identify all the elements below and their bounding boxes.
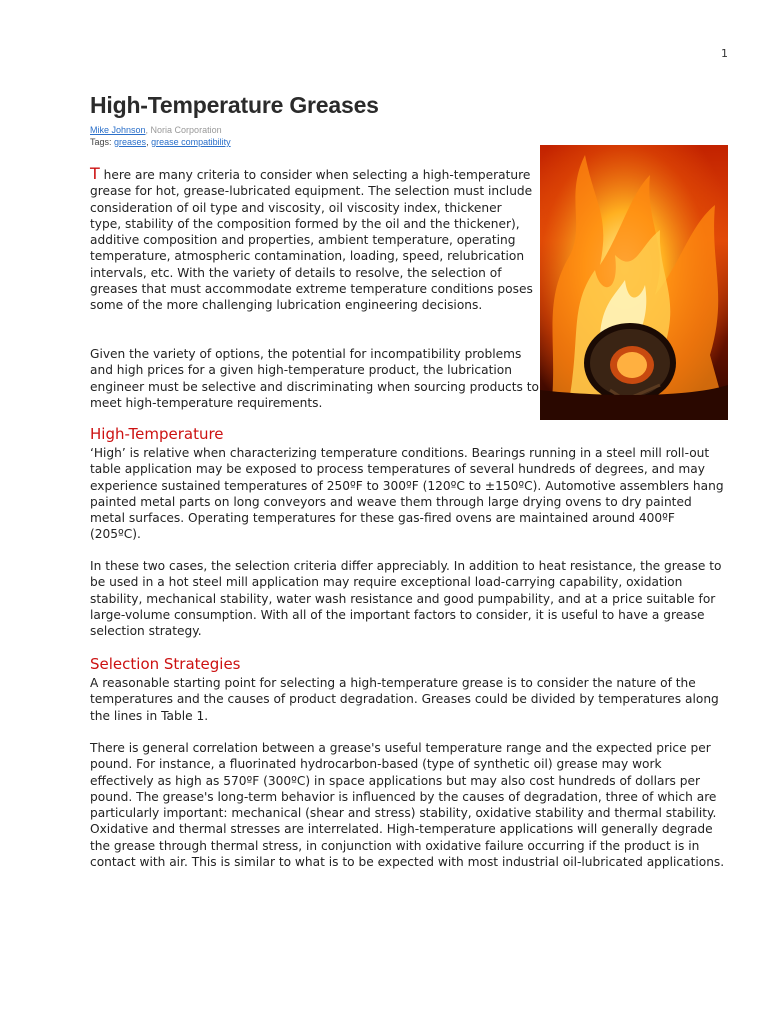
tags-label: Tags: bbox=[90, 137, 112, 147]
section-heading-selection-strategies: Selection Strategies bbox=[90, 655, 241, 673]
paragraph-selection-strategies-2: There is general correlation between a grease's useful temperature range and the expected price per pound. For instance, a fluorinated hydrocarbon-based (type of synthetic oil) grease may work effectively as high as 570ºF (300ºC) in space applications but may also cost hundreds of dollars per pound. The grease's long-term behavior is influenced by the causes of degradation, three of which are particularly important: mechanical (shear and stress) stability, oxidative stability and thermal stability. Oxidative and thermal stresses are interrelated. High-temperature applications will generally degrade the grease through thermal stress, in conjunction with oxidative failure occurring if the product is in contact with air. This is similar to what is to be expected with most industrial oil-lubricated applications. bbox=[90, 741, 725, 870]
tag-separator: , bbox=[146, 137, 152, 147]
flame-illustration bbox=[540, 145, 728, 420]
section-heading-high-temperature: High-Temperature bbox=[90, 425, 224, 443]
paragraph-selection-strategies-1: A reasonable starting point for selecting a high-temperature grease is to consider the nature of the temperatures and the causes of product degradation. Greases could be divided by temperatures along the lines in Table 1. bbox=[90, 676, 719, 723]
fire-bearing-image bbox=[540, 145, 728, 420]
tag-link-grease-compatibility[interactable]: grease compatibility bbox=[151, 137, 231, 147]
paragraph-high-temperature-2: In these two cases, the selection criteria differ appreciably. In addition to heat resistance, the grease to be used in a hot steel mill application may require exceptional load-carrying capability, oxidation stability, mechanical stability, water wash resistance and good pumpability, and at a price suitable for large-volume consumption. With all of the important factors to consider, it is useful to have a grease selection strategy. bbox=[90, 559, 722, 639]
intro-text: here are many criteria to consider when selecting a high-temperature grease for hot, grease-lubricated equipment. The selection must include consideration of oil type and viscosity, oil viscosity index, thickener type, stability of the composition formed by the oil and the thickener), additive composition and properties, ambient temperature, operating temperature, atmospheric contamination, loading, speed, relubrication intervals, etc. With the variety of details to resolve, the selection of greases that must accommodate extreme temperature conditions poses some of the more challenging lubrication engineering decisions. bbox=[90, 168, 533, 313]
intro-paragraph-2: Given the variety of options, the potential for incompatibility problems and high prices for a given high-temperature product, the lubrication engineer must be selective and discriminating when sourcing products to meet high-temperature requirements. bbox=[90, 347, 539, 410]
byline bbox=[90, 124, 222, 136]
organization: Noria Corporation bbox=[150, 125, 222, 135]
paragraph-high-temperature-1: ‘High’ is relative when characterizing temperature conditions. Bearings running in a steel mill roll-out table application may be exposed to process temperatures of several hundreds of degrees, and may experience sustained temperatures of 250ºF to 300ºF (120ºC to ±150ºC). Automotive assemblers hang painted metal parts on long conveyors and weave them through large drying ovens to dry painted metal surfaces. Operating temperatures for these gas-fired ovens are maintained around 400ºF (205ºC). bbox=[90, 446, 724, 542]
tag-link-greases[interactable]: greases bbox=[114, 137, 147, 147]
intro-paragraph bbox=[90, 166, 535, 314]
article-title: High-Temperature Greases bbox=[90, 92, 379, 118]
author-link[interactable]: Mike Johnson bbox=[90, 125, 146, 135]
tags-line bbox=[90, 136, 231, 148]
byline-separator: , bbox=[145, 125, 151, 135]
page-number: 1 bbox=[721, 47, 728, 60]
drop-cap: T bbox=[90, 164, 100, 183]
